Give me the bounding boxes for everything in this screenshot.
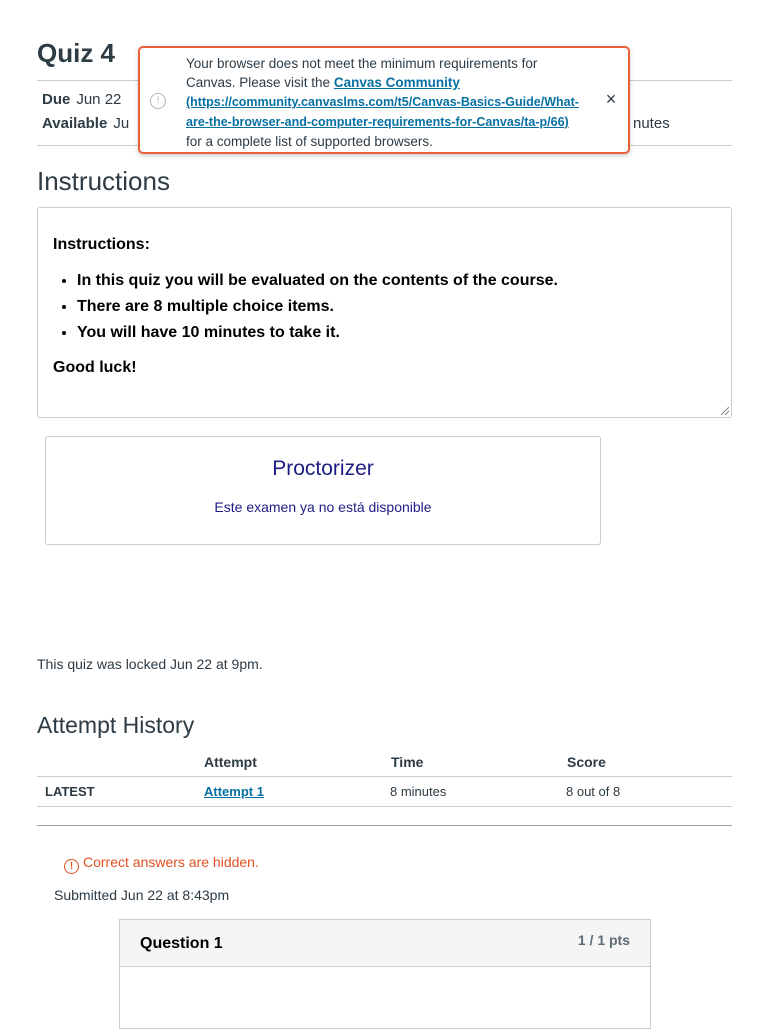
question-title: Question 1 [140,935,223,952]
list-item: • You will have 10 minutes to take it. [77,320,558,346]
answers-hidden-text: Correct answers are hidden. [83,854,259,870]
browser-warning-text [186,54,586,151]
warning-text-after: for a complete list of supported browsers. [186,134,433,149]
table-divider [37,776,732,777]
answers-hidden-notice [64,854,259,874]
list-item: • There are 8 multiple choice items. [77,294,558,320]
browser-warning-alert [138,46,630,154]
column-header-time: Time [391,754,424,770]
due-label: Due [42,91,71,108]
attempt-link-text[interactable]: Attempt 1 [204,784,264,799]
close-icon[interactable]: × [605,89,617,109]
list-item: • In this quiz you will be evaluated on the contents of the course. [77,268,558,294]
instructions-box-heading: Instructions: [53,236,150,253]
attempt-score: 8 out of 8 [566,784,621,799]
proctorizer-title: Proctorizer [272,457,374,480]
canvas-community-link[interactable]: Canvas Community [333,75,460,90]
attempt-time: 8 minutes [390,784,447,799]
warning-text-before: Your browser does not meet the minimum requirements for Canvas. Please visit the [186,56,538,90]
submitted-text: Submitted Jun 22 at 8:43pm [54,887,230,903]
table-divider [37,806,732,807]
column-header-attempt: Attempt [204,754,257,770]
question-points: 1 / 1 pts [577,932,630,948]
instructions-heading: Instructions [37,166,170,196]
available-label: Available [42,115,108,132]
instructions-box [37,207,732,418]
quiz-locked-text: This quiz was locked Jun 22 at 9pm. [37,656,263,672]
available-value: Ju [113,115,130,132]
due-row [42,91,121,108]
column-header-score: Score [567,754,606,770]
alert-icon: ! [64,859,79,874]
resize-handle[interactable] [721,407,729,415]
canvas-community-url-link[interactable]: (https://community.canvaslms.com/t5/Canvas-Basics-Guide/What-are-the-browser-and-computer-requirements-for-Canvas/ta-p/66) [186,95,579,129]
question-header [120,920,650,967]
due-value: Jun 22 [76,91,122,108]
proctorizer-message: Este examen ya no está disponible [214,499,432,515]
warning-icon: ! [150,93,166,109]
question-card [119,919,651,1029]
instructions-footer: Good luck! [53,359,137,376]
attempt-history-heading: Attempt History [37,712,195,738]
attempt-1-link[interactable] [204,784,264,799]
available-row [42,115,129,132]
section-divider [37,825,732,826]
row-label-latest: LATEST [45,784,95,799]
time-limit-value: nutes [633,115,670,132]
instructions-list [38,268,558,346]
quiz-title: Quiz 4 [37,38,116,68]
proctorizer-panel [45,436,601,545]
